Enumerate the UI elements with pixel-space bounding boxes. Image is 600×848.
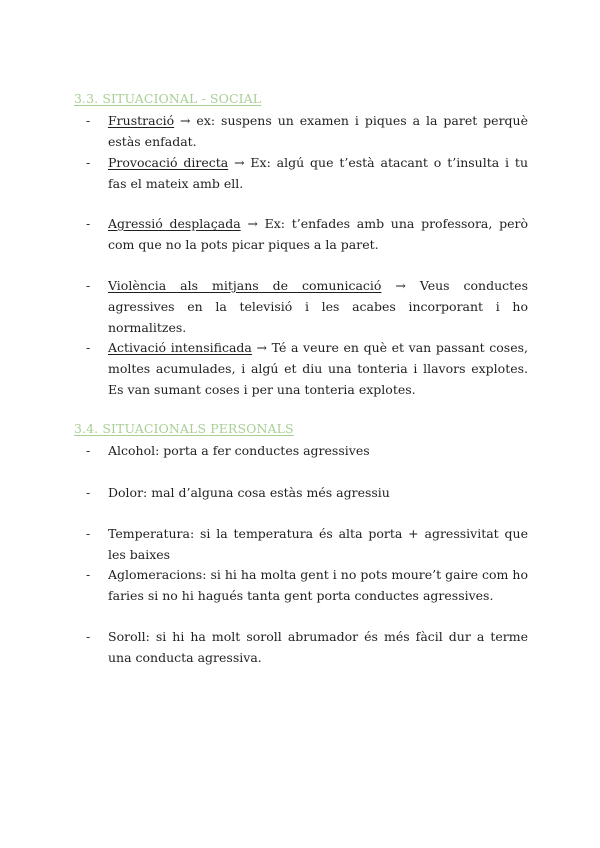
list-item-violencia-mitjans bbox=[74, 275, 528, 338]
list-item-text: Aglomeracions: si hi ha molta gent i no pots moure’t gaire com ho faries si no hi hagués tanta gent porta conductes agressives. bbox=[108, 567, 528, 603]
list-item-alcohol bbox=[74, 440, 528, 461]
list-item-soroll bbox=[74, 626, 528, 668]
term-description: → Ex: algú que t’està atacant o t’insulta i tu fas el mateix amb ell. bbox=[108, 155, 528, 191]
section-heading-personals: 3.4. SITUACIONALS PERSONALS bbox=[74, 421, 294, 436]
term-label: Violència als mitjans de comunicació bbox=[108, 278, 382, 293]
list-item-text bbox=[108, 337, 528, 400]
list-item-temperatura bbox=[74, 523, 528, 565]
list-dash: - bbox=[86, 155, 91, 170]
term-label: Agressió desplaçada bbox=[108, 216, 241, 231]
term-description: → ex: suspens un examen i piques a la paret perquè estàs enfadat. bbox=[108, 113, 528, 149]
list-dash: - bbox=[86, 340, 91, 355]
list-item-text: Dolor: mal d’alguna cosa estàs més agressiu bbox=[108, 485, 390, 500]
list-item-frustracio bbox=[74, 110, 528, 152]
list-item-text bbox=[108, 110, 528, 152]
list-item-dolor bbox=[74, 482, 528, 503]
list-dash: - bbox=[86, 443, 91, 458]
list-dash: - bbox=[86, 216, 91, 231]
term-description: → Ex: t’enfades amb una professora, però com que no la pots picar piques a la paret. bbox=[108, 216, 528, 252]
list-item-provocacio-directa bbox=[74, 152, 528, 194]
list-item-text: Temperatura: si la temperatura és alta porta + agressivitat que les baixes bbox=[108, 526, 528, 562]
term-label: Provocació directa bbox=[108, 155, 229, 170]
list-item-agressio-desplacada bbox=[74, 213, 528, 255]
list-item-activacio-intensificada bbox=[74, 337, 528, 400]
list-item-text bbox=[108, 152, 528, 194]
list-item-text: Alcohol: porta a fer conductes agressives bbox=[108, 443, 370, 458]
list-dash: - bbox=[86, 526, 91, 541]
list-dash: - bbox=[86, 567, 91, 582]
list-item-text bbox=[108, 275, 528, 338]
list-dash: - bbox=[86, 278, 91, 293]
term-label: Activació intensificada bbox=[108, 340, 252, 355]
list-dash: - bbox=[86, 629, 91, 644]
list-item-text bbox=[108, 213, 528, 255]
section-heading-social: 3.3. SITUACIONAL - SOCIAL bbox=[74, 91, 262, 106]
list-dash: - bbox=[86, 113, 91, 128]
list-item-text: Soroll: si hi ha molt soroll abrumador és més fàcil dur a terme una conducta agressiva. bbox=[108, 629, 528, 665]
term-description: → Veus conductes agressives en la televisió i les acabes incorporant i ho normalitzes. bbox=[108, 278, 528, 335]
term-label: Frustració bbox=[108, 113, 175, 128]
term-description: → Té a veure en què et van passant coses, moltes acumulades, i algú et diu una tonteria i llavors explotes. Es van sumant coses i per una tonteria explotes. bbox=[108, 340, 528, 397]
list-item-aglomeracions bbox=[74, 564, 528, 606]
list-dash: - bbox=[86, 485, 91, 500]
